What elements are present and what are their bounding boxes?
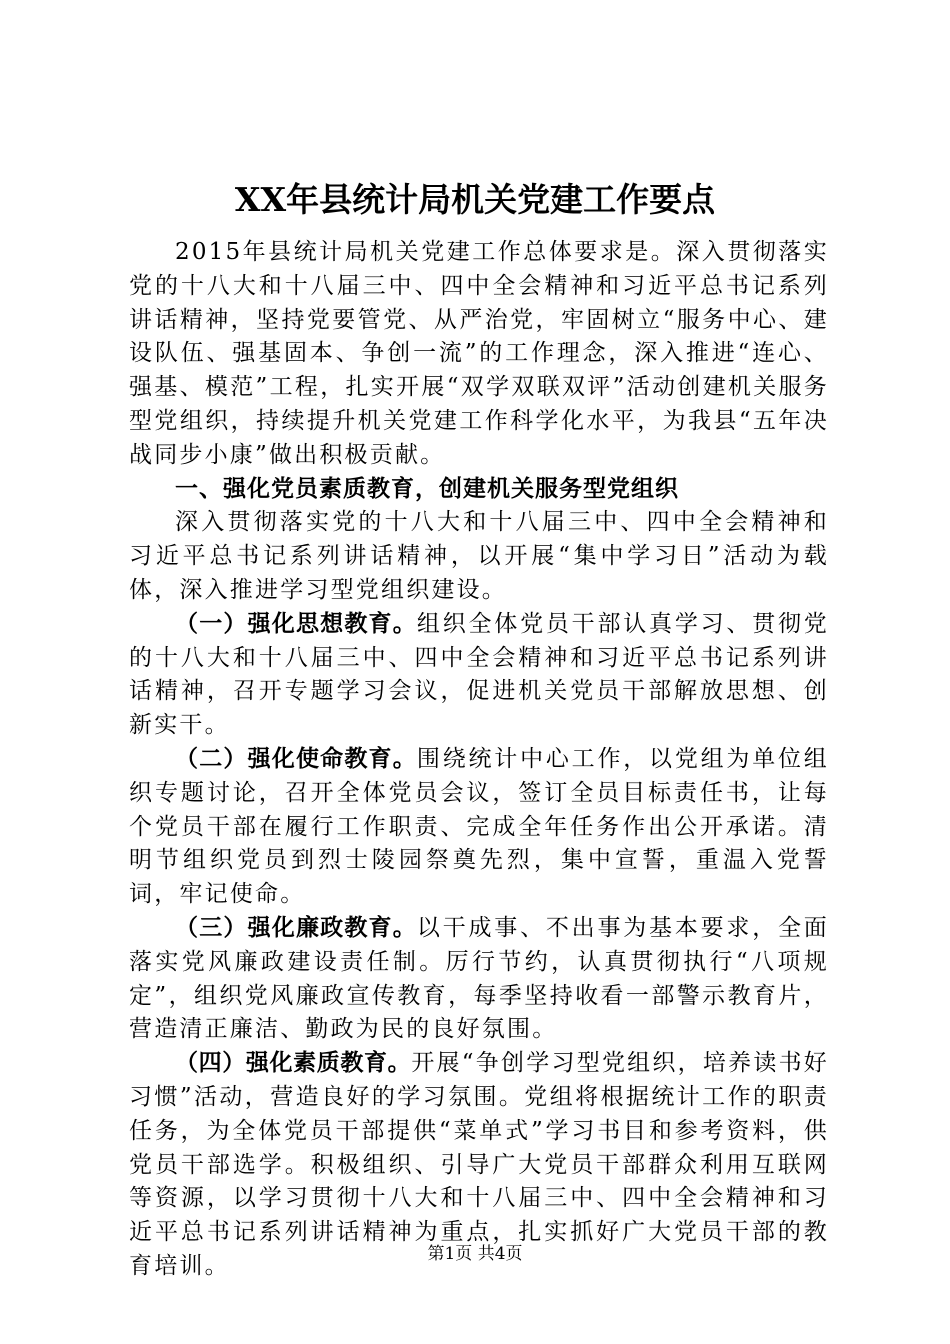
document-title: XX年县统计局机关党建工作要点 — [234, 180, 716, 219]
page-footer: 第1页 共4页 — [427, 1244, 523, 1264]
item-text: 围绕统计中心工作，以党组为单位组织专题讨论，召开全体党员会议，签订全员目标责任书，让每个党员干部在履行工作职责、完成全年任务作出公开承诺。清明节组织党员到烈士陵园祭奠先烈，集中宣誓，重温入党誓词，牢记使命。 — [129, 745, 829, 908]
document-body — [129, 236, 829, 1284]
item-text: 开展“争创学习型党组织，培养读书好习惯”活动，营造良好的学习氛围。党组将根据统计工作的职责任务，为全体党员干部提供“菜单式”学习书目和参考资料，供党员干部选学。积极组织、引导广大党员干部群众利用互联网等资源，以学习贯彻十八大和十八届三中、四中全会精神和习近平总书记系列讲话精神为重点，扎实抓好广大党员干部的教育培训。 — [129, 1050, 829, 1279]
item-text: 组织全体党员干部认真学习、贯彻党的十八大和十八届三中、四中全会精神和习近平总书记系列讲话精神，召开专题学习会议，促进机关党员干部解放思想、创新实干。 — [129, 610, 829, 739]
item-paragraph-3 — [129, 912, 829, 1047]
item-lead: （二）强化使命教育。 — [175, 745, 417, 772]
item-paragraph-1 — [129, 608, 829, 743]
item-lead: （四）强化素质教育。 — [175, 1050, 412, 1077]
intro-paragraph: 2015年县统计局机关党建工作总体要求是。深入贯彻落实党的十八大和十八届三中、四中全会精神和习近平总书记系列讲话精神，坚持党要管党、从严治党，牢固树立“服务中心、建设队伍、强基固本、争创一流”的工作理念，深入推进“连心、强基、模范”工程，扎实开展“双学双联双评”活动创建机关服务型党组织，持续提升机关党建工作科学化水平，为我县“五年决战同步小康”做出积极贡献。 — [129, 239, 829, 468]
section-intro-paragraph: 深入贯彻落实党的十八大和十八届三中、四中全会精神和习近平总书记系列讲话精神，以开展“集中学习日”活动为载体，深入推进学习型党组织建设。 — [129, 509, 829, 603]
section-heading: 一、强化党员素质教育，创建机关服务型党组织 — [175, 475, 679, 502]
item-lead: （三）强化廉政教育。 — [175, 914, 417, 941]
item-paragraph-2 — [129, 743, 829, 912]
item-text: 以干成事、不出事为基本要求，全面落实党风廉政建设责任制。厉行节约，认真贯彻执行“八项规定”，组织党风廉政宣传教育，每季坚持收看一部警示教育片，营造清正廉洁、勤政为民的良好氛围。 — [129, 914, 829, 1043]
item-lead: （一）强化思想教育。 — [175, 610, 417, 637]
